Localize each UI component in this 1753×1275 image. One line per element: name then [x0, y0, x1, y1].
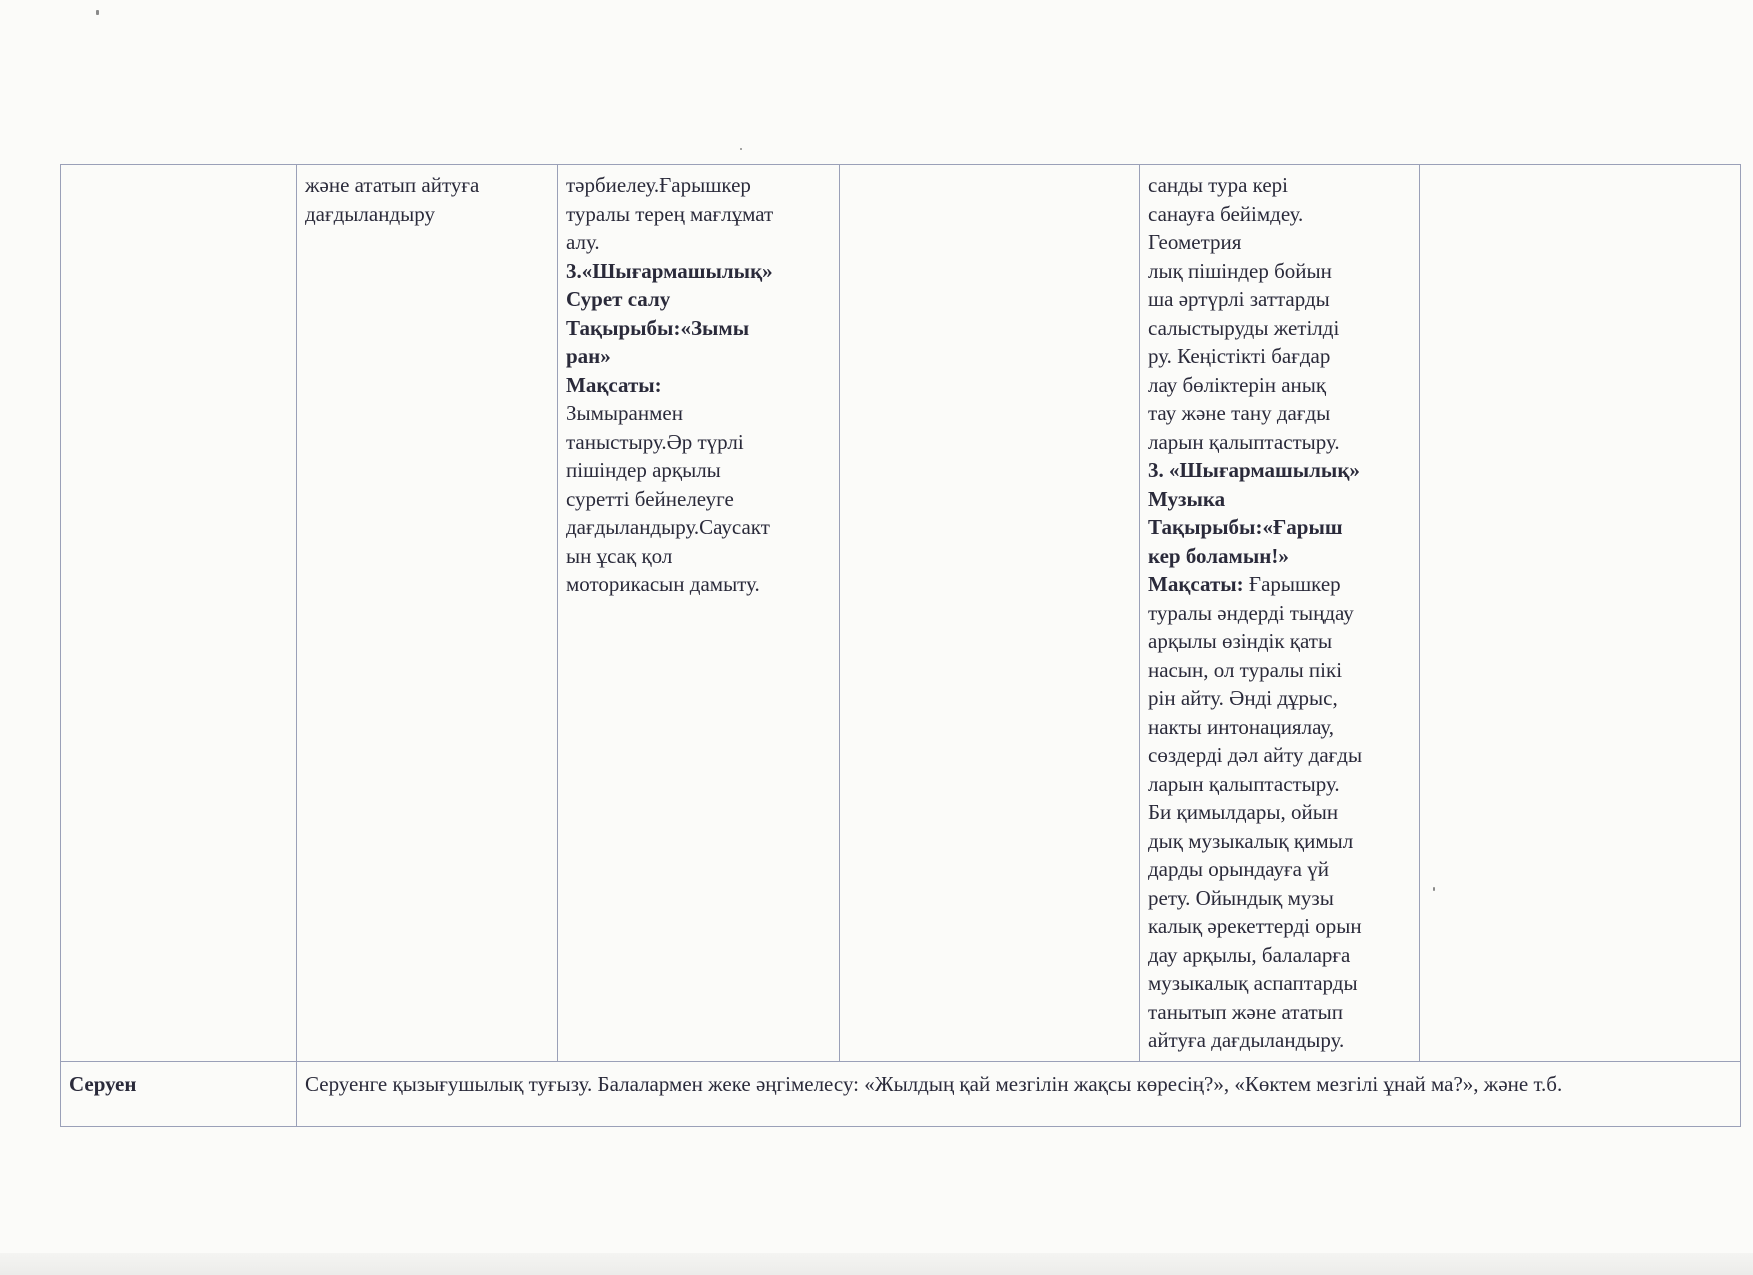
scan-speck: [96, 10, 99, 15]
text-line: және ататып айтуға: [305, 173, 480, 197]
text-line: ларын қалыптастыру.: [1148, 429, 1340, 454]
heading-line: 3.«Шығармашылық»: [566, 258, 773, 283]
text-line: туралы терең мағлұмат: [566, 201, 774, 226]
lesson-plan-table: [60, 164, 1741, 1127]
goal-label: Мақсаты:: [1148, 572, 1244, 596]
walk-label: Серуен: [61, 1061, 297, 1126]
text-line: накты интонациялау,: [1148, 714, 1334, 739]
table-row: [61, 1061, 1741, 1126]
text-line: моторикасын дамыту.: [566, 572, 760, 596]
text-line: танытып және ататып: [1148, 999, 1344, 1024]
text-line: дау арқылы, балаларға: [1148, 942, 1351, 967]
text-line: туралы әндерді тыңдау: [1148, 600, 1354, 625]
text-line: рету. Ойындық музы: [1148, 885, 1334, 910]
text-line: лау бөліктерін анық: [1148, 372, 1327, 397]
text-line: музыкалық аспаптарды: [1148, 971, 1358, 995]
heading-line: кер боламын!»: [1148, 543, 1289, 568]
text-line: Геометрия: [1148, 230, 1242, 254]
text-line: арқылы өзіндік қаты: [1148, 629, 1333, 653]
text-line: дық музыкалық қимыл: [1148, 828, 1354, 853]
text-line: ру. Кеңістікті бағдар: [1148, 344, 1331, 368]
text-line: рін айту. Әнді дұрыс,: [1148, 686, 1338, 710]
cell-empty-1: [61, 165, 297, 1062]
text-line: алу.: [566, 230, 600, 254]
heading-line: Мақсаты:: [566, 372, 662, 397]
goal-line: [1148, 570, 1411, 599]
cell-col3: [558, 165, 840, 1062]
text-line: тау және тану дағды: [1148, 401, 1331, 425]
text-line: дарды орындауға үй: [1148, 857, 1329, 881]
text-line: Зымыранмен: [566, 401, 683, 425]
cell-empty-4: [840, 165, 1140, 1062]
cell-col5: [1140, 165, 1420, 1062]
text-line: санды тура кері: [1148, 173, 1288, 197]
text-line: лық пішіндер бойын: [1148, 258, 1332, 283]
text-line: дағдыландыру.Саусакт: [566, 515, 770, 539]
heading-line: 3. «Шығармашылық»: [1148, 458, 1360, 482]
scan-bottom-edge: [0, 1253, 1753, 1275]
heading-line: Тақырыбы:«Зымы: [566, 315, 750, 340]
table-row: [61, 165, 1741, 1062]
walk-text: Серуенге қызығушылық туғызу. Балалармен жеке әңгімелесу: «Жылдың қай мезгілін жақсы көресің?», «Көктем мезгілі ұнай ма?», және т.б.: [297, 1061, 1741, 1126]
text-line: ларын қалыптастыру.: [1148, 771, 1340, 796]
goal-first-text: Ғарышкер: [1243, 572, 1341, 596]
heading-line: Тақырыбы:«Ғарыш: [1148, 515, 1343, 539]
text-line: айтуға дағдыландыру.: [1148, 1028, 1345, 1052]
heading-line: ран»: [566, 344, 611, 368]
heading-line: Сурет салу: [566, 287, 671, 311]
cell-empty-6: [1420, 165, 1741, 1062]
text-line: пішіндер арқылы: [566, 458, 721, 482]
text-line: таныстыру.Әр түрлі: [566, 429, 744, 454]
text-line: сөздерді дәл айту дағды: [1148, 743, 1363, 767]
scan-speck: [740, 148, 742, 150]
heading-line: Музыка: [1148, 486, 1226, 511]
text-line: суретті бейнелеуге: [566, 486, 734, 511]
text-line: Би қимылдары, ойын: [1148, 800, 1339, 824]
text-line: санауға бейімдеу.: [1148, 201, 1304, 226]
text-line: салыстыруды жетілді: [1148, 315, 1340, 340]
cell-col2: [297, 165, 558, 1062]
text-line: дағдыландыру: [305, 201, 435, 226]
text-line: ын ұсақ қол: [566, 543, 673, 568]
text-line: тәрбиелеу.Ғарышкер: [566, 173, 751, 197]
text-line: калық әрекеттерді орын: [1148, 914, 1362, 938]
text-line: насын, ол туралы пікі: [1148, 657, 1343, 682]
text-line: ша әртүрлі заттарды: [1148, 287, 1330, 311]
